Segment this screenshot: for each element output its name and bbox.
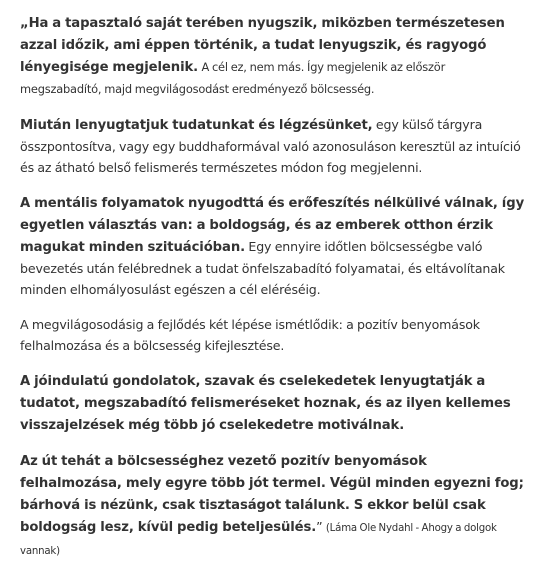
paragraph-2-text: egy külső tárgyra összpontosítva, vagy egy buddhaformával való azonosuláson keresztül az intuíció és az átható belső felismerés természetes módon fog megjelenni. — [20, 117, 521, 175]
paragraph-6 — [20, 450, 525, 562]
paragraph-5 — [20, 370, 525, 436]
article-body — [20, 12, 525, 576]
paragraph-3 — [20, 192, 525, 300]
paragraph-6-bold: Az út tehát a bölcsességhez vezető pozitív benyomások felhalmozása, mely egyre több jót termel. Végül minden egyezni fog; bárhová is nézünk, csak tisztaságot találunk. S ekkor belül csak boldogság lesz, kívül pedig beteljesülés. — [20, 454, 524, 535]
paragraph-4 — [20, 314, 525, 356]
paragraph-1 — [20, 12, 525, 100]
paragraph-3-text: Egy ennyire időtlen bölcsességbe való bevezetés után felébrednek a tudat önfelszabadító folyamatai, és eltávolítanak minden elhomályosulást egészen a cél eléréséig. — [20, 239, 505, 297]
paragraph-1-bold: „Ha a tapasztaló saját terében nyugszik, miközben természetesen azzal időzik, ami éppen történik, a tudat lenyugszik, és ragyogó lényegisége megjelenik. — [20, 16, 505, 75]
paragraph-2-bold: Miután lenyugtatjuk tudatunkat és légzésünket, — [20, 118, 373, 133]
paragraph-5-bold: A jóindulatú gondolatok, szavak és cselekedetek lenyugtatják a tudatot, megszabadító felismeréseket hoznak, és az ilyen kellemes visszajelzések még több jó cselekedetre motiválnak. — [20, 374, 511, 433]
paragraph-4-text: A megvilágosodásig a fejlődés két lépése ismétlődik: a pozitív benyomások felhalmozása és a bölcsesség kifejlesztése. — [20, 317, 480, 353]
citation: (Láma Ole Nydahl - Ahogy a dolgok vannak) — [20, 523, 497, 557]
closing-quote-mark: ” — [316, 519, 323, 534]
paragraph-2 — [20, 114, 525, 178]
paragraph-3-bold: A mentális folyamatok nyugodttá és erőfeszítés nélkülivé válnak, így egyetlen választás van: a boldogság, és az emberek otthon érzik magukat minden szituációban. — [20, 196, 525, 255]
paragraph-1-text: A cél ez, nem más. Így megjelenik az először megszabadító, majd megvilágosodást eredményező bölcsesség. — [20, 60, 446, 96]
